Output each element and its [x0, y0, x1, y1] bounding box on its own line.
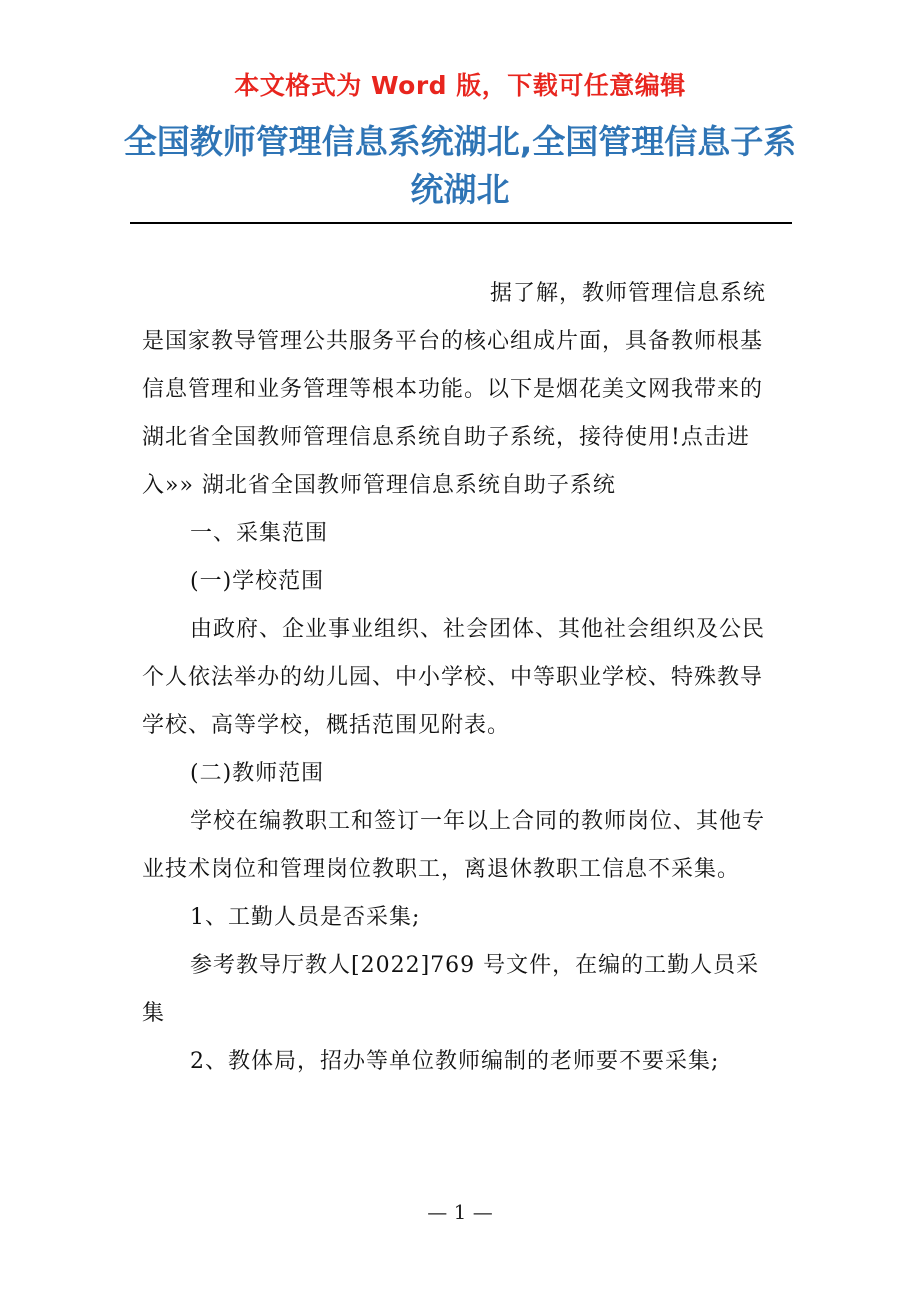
body-paragraph: 参考教导厅教人[2022]769 号文件，在编的工勤人员采集 [142, 953, 760, 1026]
download-notice: 本文格式为 Word 版，下载可任意编辑 [234, 71, 686, 100]
document-body [142, 270, 778, 1086]
body-paragraph: 学校在编教职工和签订一年以上合同的教师岗位、其他专业技术岗位和管理岗位教职工，离退休教职工信息不采集。 [142, 809, 766, 882]
list-item: 2、教体局，招办等单位教师编制的老师要不要采集; [190, 1049, 720, 1074]
list-item: 1、工勤人员是否采集; [190, 905, 421, 930]
subsection-heading: (一)学校范围 [190, 569, 325, 594]
document-title: 全国教师管理信息系统湖北,全国管理信息子系统湖北 [123, 122, 797, 209]
subsection-heading: (二)教师范围 [190, 761, 325, 786]
body-paragraph: 由政府、企业事业组织、社会团体、其他社会组织及公民个人依法举办的幼儿园、中小学校、中等职业学校、特殊教导学校、高等学校，概括范围见附表。 [142, 617, 766, 738]
section-heading: 一、采集范围 [190, 521, 329, 546]
page-number: — 1 — [427, 1200, 493, 1224]
intro-paragraph: 据了解，教师管理信息系统是国家教导管理公共服务平台的核心组成片面，具备教师根基信息管理和业务管理等根本功能。以下是烟花美文网我带来的湖北省全国教师管理信息系统自助子系统，接待使用!点击进入»» 湖北省全国教师管理信息系统自助子系统 [142, 281, 767, 498]
title-divider [130, 222, 792, 224]
